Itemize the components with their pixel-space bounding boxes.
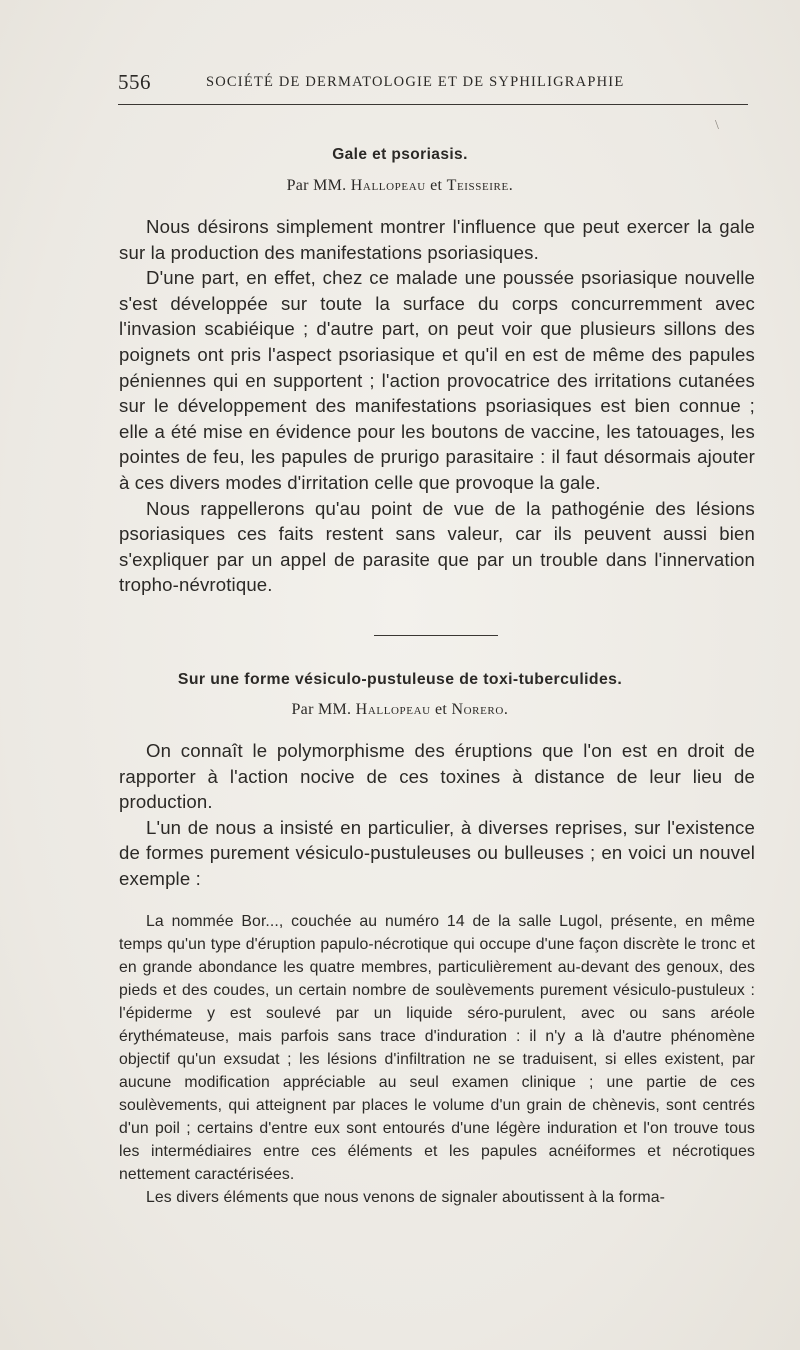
case-report xyxy=(119,910,755,1209)
section-divider xyxy=(374,635,498,636)
paragraph: Nous désirons simplement montrer l'influence que peut exercer la gale sur la production des manifestations psoriasiques. xyxy=(119,216,755,263)
section1-authors xyxy=(0,177,800,195)
paragraph: Les divers éléments que nous venons de signaler aboutissent à la forma- xyxy=(146,1189,666,1206)
authors-prefix: Par MM. xyxy=(291,701,352,718)
paragraph: L'un de nous a insisté en particulier, à diverses reprises, sur l'existence de formes purement vésiculo-pustuleuses ou bulleuses ; en voici un nouvel exemple : xyxy=(119,816,755,889)
page-number: 556 xyxy=(118,70,151,94)
running-head: SOCIÉTÉ DE DERMATOLOGIE ET DE SYPHILIGRAPHIE xyxy=(206,74,625,90)
paragraph: Nous rappellerons qu'au point de vue de la pathogénie des lésions psoriasiques ces faits restent sans valeur, car ils peuvent aussi bien s'expliquer par un appel de parasite que par un trouble dans l'innervation tropho-névrotique. xyxy=(119,497,755,596)
paragraph: On connaît le polymorphisme des éruptions que l'on est en droit de rapporter à l'action nocive de ces toxines à distance de leur lieu de production. xyxy=(119,740,755,813)
authors-prefix: Par MM. xyxy=(286,177,347,194)
author-name: Hallopeau xyxy=(350,177,426,194)
author-name: Norero. xyxy=(451,701,509,718)
section2-authors xyxy=(0,701,800,719)
author-name: Hallopeau xyxy=(355,701,431,718)
authors-joiner: et xyxy=(435,701,448,718)
header-rule xyxy=(118,104,748,105)
section1-body xyxy=(119,214,755,598)
page-header xyxy=(118,70,754,96)
paragraph: La nommée Bor..., couchée au numéro 14 de la salle Lugol, présente, en même temps qu'un type d'éruption papulo-nécrotique qui occupe d'une façon discrète le tronc et en grande abondance les quatre membres, particulièrement au-devant des genoux, des pieds et des coudes, un certain nombre de soulèvements purement vésiculo-pustuleux : l'épiderme y est soulevé par un liquide séro-purulent, avec ou sans aréole érythémateuse, mais parfois sans trace d'induration : il n'y a là d'autre phénomène objectif qu'un exsudat ; les lésions d'infiltration ne se traduisent, si elles existent, par aucune modification appréciable au seul examen clinique ; une partie de ces soulèvements, qui atteignent par places le volume d'un grain de chènevis, sont centrés d'un poil ; certains d'entre eux sont entourés d'une légère induration et l'on trouve tous les intermédiaires entre ces éléments et les papules acnéiformes et nécrotiques nettement caractérisées. xyxy=(119,913,755,1183)
section-title-toxi-tuberculides: Sur une forme vésiculo-pustuleuse de toxi-tuberculides. xyxy=(177,671,623,688)
section2-body xyxy=(119,738,755,892)
authors-joiner: et xyxy=(430,177,443,194)
section-title-gale-psoriasis: Gale et psoriasis. xyxy=(332,146,468,163)
stray-mark: \ xyxy=(715,118,719,133)
paragraph: D'une part, en effet, chez ce malade une poussée psoriasique nouvelle s'est développée sur toute la surface du corps concurremment avec l'invasion scabiéique ; d'autre part, on peut voir que plusieurs sillons des poignets ont pris l'aspect psoriasique et qu'il en est de même des papules péniennes qui en supportent ; l'action provocatrice des irritations cutanées sur le développement des manifestations psoriasiques est bien connue ; elle a été mise en évidence pour les boutons de vaccine, les tatouages, les pointes de feu, les papules de prurigo parasitaire : il faut désormais ajouter à ces divers modes d'irritation celle que provoque la gale. xyxy=(119,267,755,493)
author-name: Teisseire. xyxy=(446,177,514,194)
